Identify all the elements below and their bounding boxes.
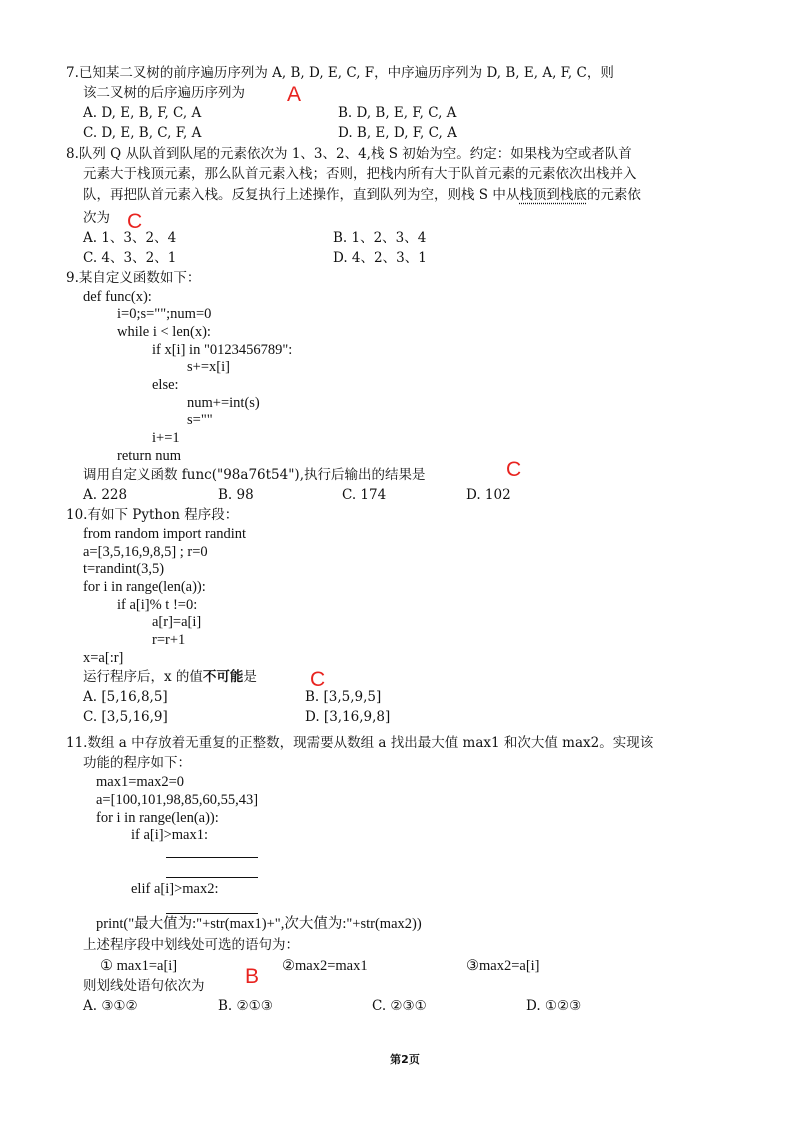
- q9-code-line: else:: [152, 377, 179, 393]
- q7-stem-line1: 7.已知某二叉树的前序遍历序列为 A, B, D, E, C, F，中序遍历序列为 D, B, E, A, F, C，则: [66, 65, 614, 81]
- q11-blank-line-1: [166, 857, 258, 858]
- q9-code-line: num+=int(s): [187, 395, 260, 411]
- q10-code-line: if a[i]% t !=0:: [117, 597, 198, 613]
- q7-option-b: B. D, B, E, F, C, A: [338, 105, 457, 121]
- q11-code-line: a=[100,101,98,85,60,55,43]: [96, 792, 259, 808]
- q10-code-line: x=a[:r]: [83, 650, 124, 666]
- q11-choices-intro: 上述程序段中划线处可选的语句为：: [83, 937, 299, 953]
- q8-option-c: C. 4、3、2、1: [83, 250, 177, 266]
- q11-code-line: max1=max2=0: [96, 774, 185, 790]
- q10-code-line: a=[3,5,16,9,8,5] ; r=0: [83, 544, 208, 560]
- q10-question-post: 是: [243, 669, 257, 685]
- q11-option-b: B. ②①③: [218, 998, 273, 1014]
- q8-option-b: B. 1、2、3、4: [333, 230, 427, 246]
- q7-option-d: D. B, E, D, F, C, A: [338, 125, 457, 141]
- q9-option-a: A. 228: [83, 487, 128, 503]
- q9-handwritten-answer: C: [506, 458, 522, 481]
- q8-option-a: A. 1、3、2、4: [83, 230, 177, 246]
- q10-code-line: t=randint(3,5): [83, 561, 165, 577]
- q10-code-line: for i in range(len(a)):: [83, 579, 206, 595]
- q10-handwritten-answer: C: [310, 668, 326, 691]
- q9-code-line: i+=1: [152, 430, 180, 446]
- q8-stem-line1: 8.队列 Q 从队首到队尾的元素依次为 1、3、2、4,栈 S 初始为空。约定：如果栈为空或者队首: [66, 146, 632, 162]
- q11-code-line: if a[i]>max1:: [131, 827, 209, 843]
- q9-code-line: while i < len(x):: [117, 324, 211, 340]
- q11-option-d: D. ①②③: [526, 998, 582, 1014]
- q7-option-c: C. D, E, B, C, F, A: [83, 125, 202, 141]
- page-number: 第2页: [390, 1053, 420, 1066]
- q8-handwritten-answer: C: [127, 210, 143, 233]
- q10-code-line: from random import randint: [83, 526, 247, 542]
- q8-emphasis-dotted: 栈顶到栈底: [519, 187, 587, 203]
- q10-option-d: D. [3,16,9,8]: [305, 709, 391, 725]
- q10-title: 10.有如下 Python 程序段：: [66, 507, 239, 523]
- q10-code-line: a[r]=a[i]: [152, 614, 202, 630]
- q9-code-line: s="": [187, 412, 213, 428]
- q11-choice-2: ②max2=max1: [282, 958, 368, 974]
- q9-code-line: if x[i] in "0123456789":: [152, 342, 293, 358]
- q8-stem-line3: [83, 186, 641, 204]
- q8-stem-line3-pre: 队，再把队首元素入栈。反复执行上述操作，直到队列为空，则栈 S 中从: [83, 187, 520, 203]
- q11-option-c: C. ②③①: [372, 998, 427, 1014]
- q11-code-line: elif a[i]>max2:: [131, 881, 219, 897]
- q8-option-d: D. 4、2、3、1: [333, 250, 427, 266]
- q10-code-line: r=r+1: [152, 632, 186, 648]
- q10-question-pre: 运行程序后，x 的值: [83, 669, 203, 685]
- q11-option-a: A. ③①②: [83, 998, 138, 1014]
- q11-blank-line-2: [166, 877, 258, 878]
- q9-option-b: B. 98: [218, 487, 254, 503]
- q10-option-a: A. [5,16,8,5]: [83, 689, 168, 705]
- q9-code-line: i=0;s="";num=0: [117, 306, 212, 322]
- q10-question-emphasis: 不可能: [202, 669, 244, 685]
- q11-choice-1: ① max1=a[i]: [100, 958, 178, 974]
- q11-choice-3: ③max2=a[i]: [466, 958, 540, 974]
- q7-handwritten-answer: A: [287, 83, 302, 106]
- q10-question: [83, 668, 257, 686]
- q8-stem-line2: 元素大于栈顶元素，那么队首元素入栈；否则，把栈内所有大于队首元素的元素依次出栈并入: [83, 166, 637, 182]
- q8-stem-line3-post: 的元素依: [586, 187, 641, 203]
- q9-code-line: return num: [117, 448, 182, 464]
- q11-handwritten-answer: B: [245, 965, 260, 988]
- q11-stem-line1: 11.数组 a 中存放着无重复的正整数，现需要从数组 a 找出最大值 max1 和次大值 max2。实现该: [66, 735, 654, 751]
- q11-question: 则划线处语句依次为: [83, 978, 205, 994]
- q9-title: 9.某自定义函数如下：: [66, 270, 201, 286]
- q9-question: 调用自定义函数 func("98a76t54"),执行后输出的结果是: [83, 467, 426, 483]
- q9-option-c: C. 174: [342, 487, 387, 503]
- q9-option-d: D. 102: [466, 487, 511, 503]
- q11-code-line: for i in range(len(a)):: [96, 810, 219, 826]
- q7-stem-line2: 该二叉树的后序遍历序列为: [83, 85, 245, 101]
- q9-code-line: def func(x):: [83, 289, 152, 305]
- q11-code-line: print("最大值为:"+str(max1)+",次大值为:"+str(max2)): [96, 916, 422, 932]
- q11-blank-line-3: [166, 913, 258, 914]
- q7-option-a: A. D, E, B, F, C, A: [83, 105, 202, 121]
- q11-stem-line2: 功能的程序如下：: [83, 755, 191, 771]
- q8-stem-line4: 次为: [83, 210, 110, 226]
- q9-code-line: s+=x[i]: [187, 359, 230, 375]
- q10-option-b: B. [3,5,9,5]: [305, 689, 382, 705]
- q10-option-c: C. [3,5,16,9]: [83, 709, 168, 725]
